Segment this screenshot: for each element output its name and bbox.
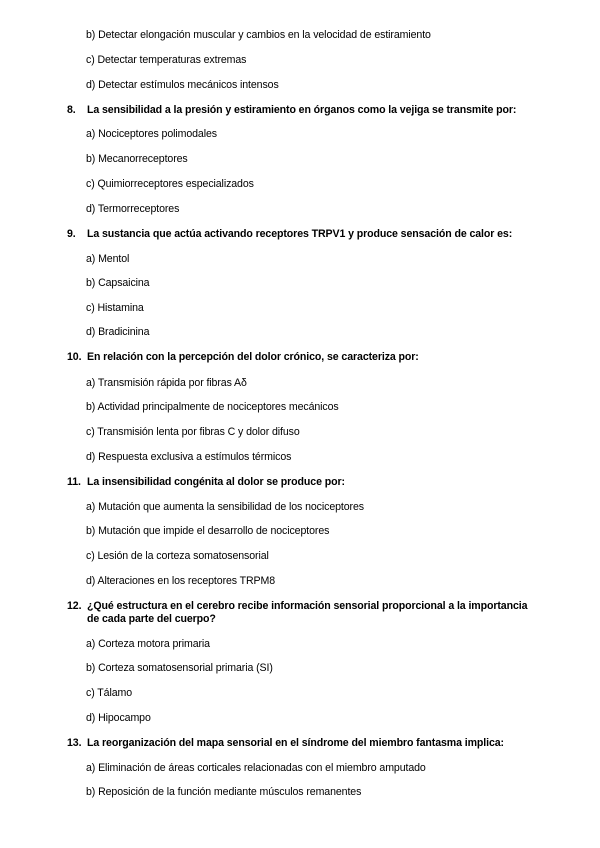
option-item: a) Mentol bbox=[86, 253, 130, 265]
question-9 bbox=[67, 228, 567, 241]
option-item: d) Alteraciones en los receptores TRPM8 bbox=[86, 575, 276, 587]
option-item: a) Transmisión rápida por fibras Aδ bbox=[86, 377, 247, 389]
question-text: La reorganización del mapa sensorial en el síndrome del miembro fantasma implica: bbox=[87, 737, 504, 749]
question-10 bbox=[67, 351, 567, 364]
option-item: b) Reposición de la función mediante músculos remanentes bbox=[86, 786, 362, 798]
option-item: a) Corteza motora primaria bbox=[86, 638, 210, 650]
question-number: 8. bbox=[67, 104, 76, 116]
option-item: c) Transmisión lenta por fibras C y dolor difuso bbox=[86, 426, 300, 438]
question-number: 13. bbox=[67, 737, 82, 749]
option-item: d) Detectar estímulos mecánicos intensos bbox=[86, 79, 279, 91]
option-item: c) Quimiorreceptores especializados bbox=[86, 178, 254, 190]
option-item: b) Detectar elongación muscular y cambios en la velocidad de estiramiento bbox=[86, 29, 431, 41]
option-item: b) Actividad principalmente de nociceptores mecánicos bbox=[86, 401, 339, 413]
question-text: La sustancia que actúa activando receptores TRPV1 y produce sensación de calor es: bbox=[87, 228, 513, 240]
question-8 bbox=[67, 104, 567, 117]
question-13 bbox=[67, 737, 567, 750]
option-item: a) Eliminación de áreas corticales relacionadas con el miembro amputado bbox=[86, 762, 426, 774]
question-11 bbox=[67, 476, 567, 489]
option-item: d) Bradicinina bbox=[86, 326, 150, 338]
option-item: d) Respuesta exclusiva a estímulos térmicos bbox=[86, 451, 292, 463]
option-item: c) Histamina bbox=[86, 302, 144, 314]
question-12 bbox=[67, 600, 537, 626]
option-item: c) Detectar temperaturas extremas bbox=[86, 54, 247, 66]
option-item: d) Hipocampo bbox=[86, 712, 151, 724]
option-item: b) Corteza somatosensorial primaria (SI) bbox=[86, 662, 273, 674]
question-number: 11. bbox=[67, 476, 81, 488]
question-text: En relación con la percepción del dolor crónico, se caracteriza por: bbox=[87, 351, 419, 363]
option-item: c) Tálamo bbox=[86, 687, 133, 699]
question-text: La insensibilidad congénita al dolor se produce por: bbox=[87, 476, 345, 488]
question-number: 12. bbox=[67, 600, 82, 612]
option-item: b) Mutación que impide el desarrollo de nociceptores bbox=[86, 525, 330, 537]
option-item: c) Lesión de la corteza somatosensorial bbox=[86, 550, 269, 562]
option-item: d) Termorreceptores bbox=[86, 203, 180, 215]
question-number: 10. bbox=[67, 351, 82, 363]
option-item: a) Nociceptores polimodales bbox=[86, 128, 217, 140]
question-text: La sensibilidad a la presión y estiramiento en órganos como la vejiga se transmite por: bbox=[87, 104, 517, 116]
option-item: b) Mecanorreceptores bbox=[86, 153, 188, 165]
option-item: a) Mutación que aumenta la sensibilidad de los nociceptores bbox=[86, 501, 364, 513]
question-number: 9. bbox=[67, 228, 76, 240]
question-text: ¿Qué estructura en el cerebro recibe información sensorial proporcional a la importancia de cada parte del cuerpo? bbox=[87, 600, 528, 625]
option-item: b) Capsaicina bbox=[86, 277, 150, 289]
